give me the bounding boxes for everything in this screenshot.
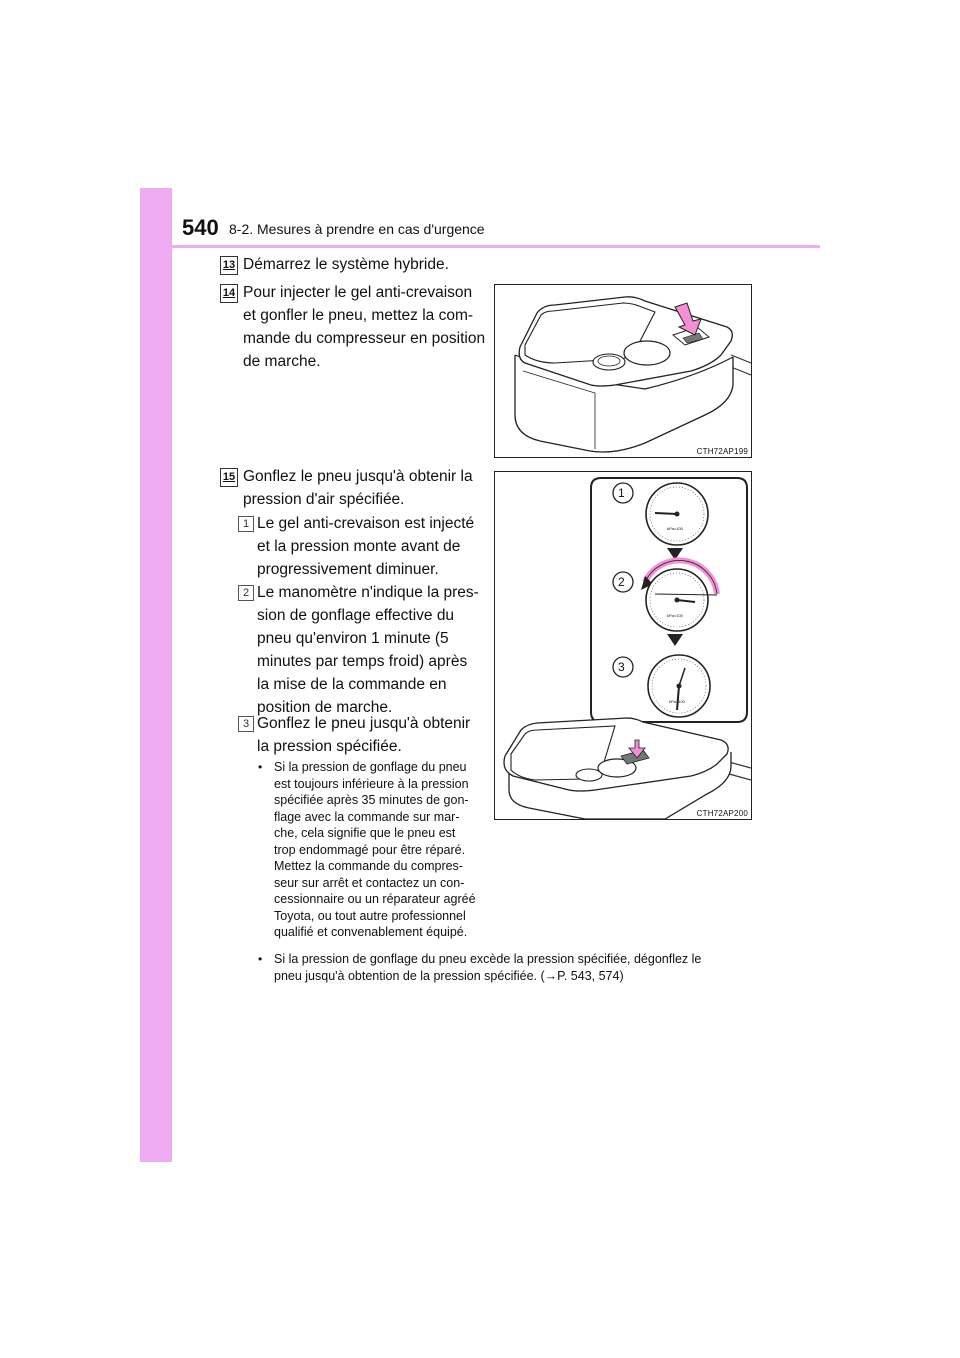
text-line: et gonfler le pneu, mettez la com- xyxy=(243,307,474,324)
header-rule xyxy=(172,245,820,248)
substep-1-text xyxy=(257,512,491,581)
section-title: 8-2. Mesures à prendre en cas d'urgence xyxy=(229,221,485,237)
callout-1: 1 xyxy=(618,486,625,500)
text-line: trop endommagé pour être réparé. xyxy=(274,842,466,857)
text-line: Le manomètre n'indique la pres- xyxy=(257,584,479,601)
step-badge-15: 15 xyxy=(220,468,238,487)
figure-code: CTH72AP200 xyxy=(696,809,748,818)
text-line: pneu jusqu'à obtention de la pression spécifiée. (→P. 543, 574) xyxy=(274,968,624,983)
step-13-text: Démarrez le système hybride. xyxy=(243,256,449,273)
gauge-sequence-illustration xyxy=(495,472,751,819)
step-15-text xyxy=(243,465,491,511)
text-line: qualifié et convenablement équipé. xyxy=(274,925,468,939)
text-line: che, cela signifie que le pneu est xyxy=(274,826,456,840)
text-line: flage avec la commande sur mar- xyxy=(274,809,460,824)
text-line: seur sur arrêt et contactez un con- xyxy=(274,875,465,890)
compressor-illustration xyxy=(495,285,751,457)
text-line: Gonflez le pneu jusqu'à obtenir la xyxy=(243,468,473,485)
text-line: Mettez la commande du compres- xyxy=(274,859,463,873)
substep-2-text xyxy=(257,581,491,719)
text-line: Gonflez le pneu jusqu'à obtenir xyxy=(257,715,471,732)
substep-number-3: 3 xyxy=(238,716,254,732)
text-line: Si la pression de gonflage du pneu excède la pression spécifiée, dégonflez le xyxy=(274,952,702,966)
gauge-unit-label: kPa×100 xyxy=(667,526,683,531)
note-2-text xyxy=(274,951,750,984)
text-line: Toyota, ou tout autre professionnel xyxy=(274,908,466,923)
text-line: spécifiée après 35 minutes de gon- xyxy=(274,793,469,807)
text-line: Le gel anti-crevaison est injecté xyxy=(257,515,475,532)
note-1-text xyxy=(274,759,491,941)
figure-compressor-switch xyxy=(494,284,752,458)
substep-3-text xyxy=(257,712,491,758)
text-line: de marche. xyxy=(243,353,321,370)
text-line: est toujours inférieure à la pression xyxy=(274,776,469,791)
text-line: progressivement diminuer. xyxy=(257,561,439,578)
substep-number-1: 1 xyxy=(238,516,254,532)
gauge-unit-label: kPa×100 xyxy=(669,699,685,704)
substep-number-2: 2 xyxy=(238,585,254,601)
text-line: la mise de la commande en xyxy=(257,676,447,693)
step-14-text xyxy=(243,281,491,373)
text-line: pression d'air spécifiée. xyxy=(243,491,405,508)
text-line: position de marche. xyxy=(257,699,393,716)
callout-2: 2 xyxy=(618,575,625,589)
page-number: 540 xyxy=(182,215,219,240)
gauge-unit-label: kPa×100 xyxy=(667,613,683,618)
note-bullet: • xyxy=(258,760,263,774)
step-badge-14: 14 xyxy=(220,284,238,303)
chapter-sidebar-tab xyxy=(140,188,172,1162)
text-line: cessionnaire ou un réparateur agréé xyxy=(274,892,476,906)
note-bullet: • xyxy=(258,952,263,966)
text-line: Pour injecter le gel anti-crevaison xyxy=(243,284,473,301)
text-line: Si la pression de gonflage du pneu xyxy=(274,760,467,774)
text-line: mande du compresseur en position xyxy=(243,330,486,347)
text-line: minutes par temps froid) après xyxy=(257,653,468,670)
figure-code: CTH72AP199 xyxy=(696,447,748,456)
step-badge-13: 13 xyxy=(220,256,238,275)
text-line: pneu qu'environ 1 minute (5 xyxy=(257,630,449,647)
text-line: et la pression monte avant de xyxy=(257,538,461,555)
callout-3: 3 xyxy=(618,660,625,674)
text-line: sion de gonflage effective du xyxy=(257,607,455,624)
text-line: la pression spécifiée. xyxy=(257,738,402,755)
figure-pressure-gauge-sequence xyxy=(494,471,752,820)
